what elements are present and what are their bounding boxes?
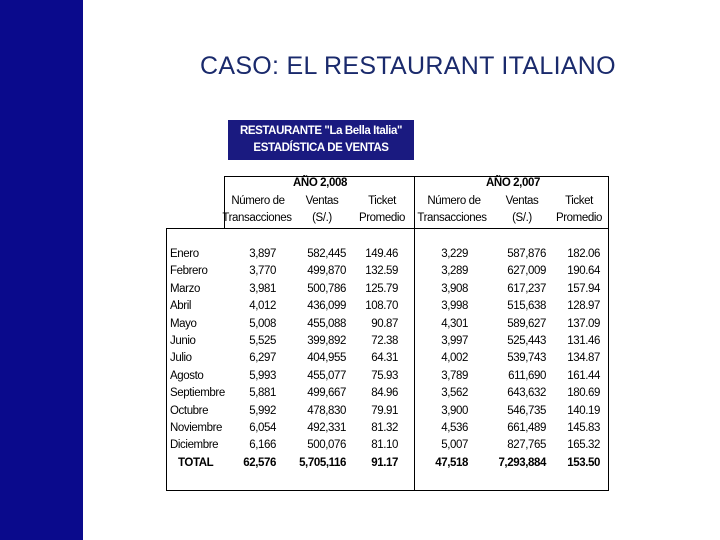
cell-transacciones-2007: 4,301 [441, 317, 468, 330]
cell-ventas-2007: 589,627 [507, 317, 546, 330]
header-ticket-2008-l2: Promedio [358, 212, 406, 224]
cell-ticket-2008: 72.38 [371, 335, 398, 347]
cell-ticket-2007: 134.87 [567, 352, 600, 365]
cell-ventas-2007: 617,237 [507, 282, 546, 295]
cell-ventas-2008: 455,088 [307, 317, 346, 330]
cell-ticket-2007: 131.46 [567, 335, 600, 347]
header-ventas-2007-l1: Ventas [505, 195, 539, 207]
cell-ticket-2007: 182.06 [567, 248, 600, 260]
cell-ticket-2008: 79.91 [371, 404, 398, 417]
cell-ticket-2008: 81.32 [371, 422, 398, 434]
header-transacciones-2007-l2: Transacciones [417, 212, 487, 224]
cell-transacciones-2008: 6,054 [249, 422, 276, 434]
cell-mes: Septiembre [170, 387, 225, 400]
cell-transacciones-2007: 3,229 [441, 248, 468, 260]
cell-ventas-2008: 500,786 [307, 282, 346, 295]
cell-mes: Enero [170, 248, 199, 260]
header-ventas-2008-l2: (S/.) [312, 212, 332, 224]
cell-transacciones-2008: 3,897 [249, 248, 276, 260]
cell-ventas-2008: 436,099 [307, 300, 346, 313]
cell-mes: Octubre [170, 404, 209, 417]
year-header-2008: AÑO 2,008 [293, 177, 347, 189]
cell-transacciones-2007: 4,536 [441, 422, 468, 434]
cell-transacciones-2008: 5,008 [249, 317, 276, 330]
cell-ventas-2008: 492,331 [307, 422, 346, 434]
cell-ticket-2008: 75.93 [371, 369, 398, 382]
header-transacciones-2007-l1: Número de [427, 195, 481, 207]
header-ventas-2007-l2: (S/.) [512, 212, 532, 224]
total-transacciones-2008: 62,576 [243, 457, 276, 469]
cell-mes: Junio [170, 335, 196, 347]
cell-transacciones-2008: 6,166 [249, 439, 276, 452]
cell-ventas-2007: 587,876 [507, 248, 546, 260]
cell-transacciones-2008: 5,525 [249, 335, 276, 347]
cell-ticket-2008: 84.96 [371, 387, 398, 400]
cell-ventas-2008: 499,870 [307, 265, 346, 278]
cell-mes: Abril [170, 300, 192, 313]
cell-ventas-2007: 611,690 [508, 369, 546, 382]
header-transacciones-2008-l2: Transacciones [222, 212, 292, 224]
cell-transacciones-2007: 3,789 [441, 369, 468, 382]
cell-transacciones-2008: 5,993 [249, 369, 276, 382]
cell-mes: Diciembre [170, 439, 219, 452]
table-line-body-top [166, 228, 608, 229]
cell-transacciones-2008: 3,770 [249, 265, 276, 278]
cell-transacciones-2007: 3,908 [441, 282, 468, 295]
table-line-left [166, 228, 167, 491]
table-line-right [608, 176, 609, 491]
total-ventas-2008: 5,705,116 [299, 457, 346, 469]
cell-transacciones-2007: 4,002 [441, 352, 468, 365]
cell-transacciones-2007: 3,289 [441, 265, 468, 278]
header-ventas-2008-l1: Ventas [305, 195, 339, 207]
cell-ticket-2007: 157.94 [567, 282, 600, 295]
total-ventas-2007: 7,293,884 [498, 457, 546, 469]
cell-transacciones-2008: 3,981 [249, 282, 276, 295]
cell-transacciones-2007: 3,900 [441, 404, 468, 417]
cell-ticket-2007: 128.97 [567, 300, 600, 313]
cell-ticket-2008: 64.31 [371, 352, 398, 365]
cell-transacciones-2008: 5,881 [249, 387, 276, 400]
header-ticket-2007-l2: Promedio [555, 212, 603, 224]
cell-transacciones-2007: 3,562 [441, 387, 468, 400]
cell-mes: Agosto [170, 369, 204, 382]
cell-ventas-2008: 404,955 [307, 352, 346, 365]
table-line-bottom [166, 490, 609, 491]
cell-mes: Julio [170, 352, 192, 365]
total-transacciones-2007: 47,518 [435, 457, 468, 469]
cell-ventas-2007: 627,009 [507, 265, 546, 278]
cell-ticket-2008: 90.87 [371, 317, 398, 330]
cell-ventas-2007: 661,489 [507, 422, 546, 434]
left-sidebar-bar [0, 0, 83, 540]
header-ticket-2007-l1: Ticket [565, 195, 593, 207]
cell-ventas-2007: 525,443 [507, 335, 546, 347]
cell-ticket-2008: 81.10 [371, 439, 398, 452]
cell-ticket-2008: 108.70 [365, 300, 398, 313]
cell-ventas-2008: 399,892 [307, 335, 346, 347]
cell-ventas-2008: 478,830 [307, 404, 346, 417]
cell-ventas-2008: 582,445 [307, 248, 346, 260]
total-ticket-2007: 153.50 [567, 457, 600, 469]
cell-mes: Noviembre [170, 422, 223, 434]
header-ticket-2008-l1: Ticket [368, 195, 396, 207]
total-ticket-2008: 91.17 [371, 457, 398, 469]
cell-transacciones-2008: 4,012 [249, 300, 276, 313]
cell-transacciones-2008: 5,992 [249, 404, 276, 417]
cell-transacciones-2007: 3,997 [441, 335, 468, 347]
banner-line-2: ESTADÍSTICA DE VENTAS [253, 142, 389, 154]
cell-ventas-2008: 500,076 [307, 439, 346, 452]
cell-ticket-2008: 149.46 [365, 248, 398, 260]
banner-line-1: RESTAURANTE "La Bella Italia" [239, 125, 403, 137]
cell-mes: Febrero [170, 265, 208, 278]
cell-transacciones-2008: 6,297 [249, 352, 276, 365]
cell-ticket-2007: 165.32 [567, 439, 600, 452]
total-label: TOTAL [178, 457, 214, 469]
cell-ticket-2008: 132.59 [365, 265, 398, 278]
cell-transacciones-2007: 5,007 [441, 439, 468, 452]
cell-ticket-2007: 145.83 [567, 422, 600, 434]
cell-ticket-2007: 180.69 [567, 387, 600, 400]
cell-ticket-2007: 161.44 [567, 369, 600, 382]
cell-transacciones-2007: 3,998 [441, 300, 468, 313]
cell-ticket-2007: 190.64 [567, 265, 600, 278]
restaurant-banner [228, 120, 414, 160]
slide-title: CASO: EL RESTAURANT ITALIANO [200, 52, 616, 80]
cell-mes: Marzo [170, 282, 200, 295]
year-header-2007: AÑO 2,007 [486, 177, 540, 189]
cell-ventas-2007: 546,735 [507, 404, 546, 417]
cell-ventas-2007: 539,743 [507, 352, 546, 365]
cell-ventas-2008: 455,077 [307, 369, 346, 382]
cell-ventas-2007: 515,638 [507, 300, 546, 313]
cell-ventas-2008: 499,667 [307, 387, 346, 400]
cell-ticket-2008: 125.79 [365, 282, 398, 295]
cell-mes: Mayo [170, 317, 197, 330]
cell-ticket-2007: 137.09 [567, 317, 600, 330]
header-transacciones-2008-l1: Número de [231, 195, 285, 207]
cell-ticket-2007: 140.19 [567, 404, 600, 417]
cell-ventas-2007: 643,632 [507, 387, 546, 400]
cell-ventas-2007: 827,765 [507, 439, 546, 452]
